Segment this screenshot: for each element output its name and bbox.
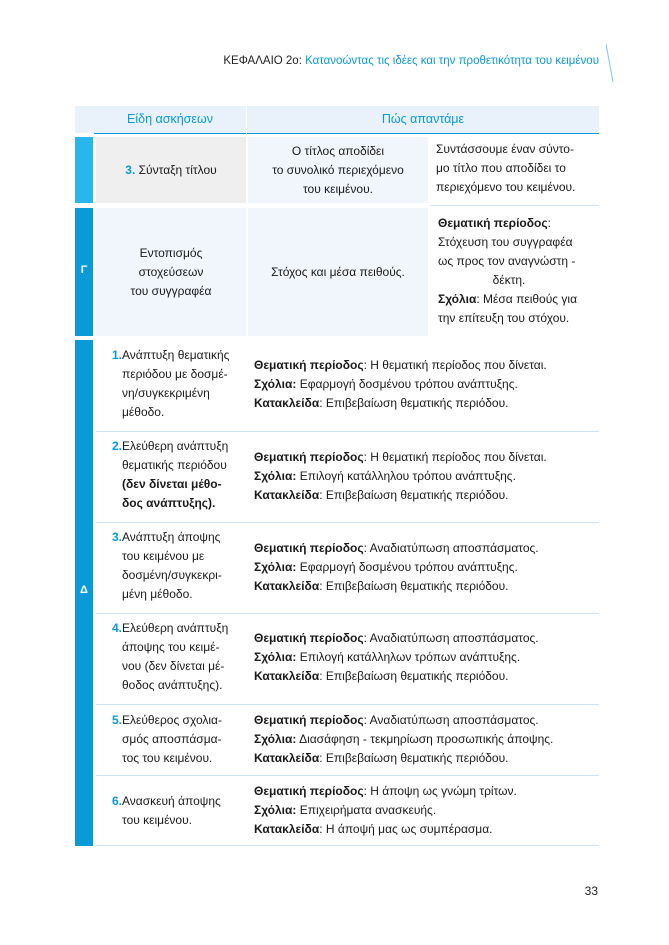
- d-row-type-line: Ανάπτυξη άποψης: [122, 530, 221, 544]
- d-row-type-line: μέθοδο.: [122, 405, 165, 419]
- answer-text: : Επιβεβαίωση θεματικής περιόδου.: [319, 396, 509, 410]
- d-row-number: 2.: [111, 439, 122, 453]
- label-conclusion: Κατακλείδα: [254, 751, 320, 765]
- label-topic: Θεματική περίοδος: [254, 713, 364, 727]
- row3-answer-cell: [436, 140, 600, 197]
- answer-text: Επιχειρήματα ανασκευής.: [296, 803, 437, 817]
- d-row-number: 1.: [111, 348, 122, 362]
- d-row-2-answer: [254, 448, 599, 505]
- section-sidebar-g: [75, 208, 93, 336]
- row3-answer-line: περιεχόμενο του κειμένου.: [436, 180, 576, 194]
- d-row-type-line: δοσμένη/συγκεκρι-: [122, 568, 222, 582]
- section-g-answer-line: Στόχευση του συγγραφέα: [438, 235, 573, 249]
- d-row-type-line: Ελεύθερη ανάπτυξη: [122, 439, 229, 453]
- row-divider: [96, 775, 599, 776]
- header-accent-decoration: [606, 44, 614, 82]
- section-g-label-comments: Σχόλια: [438, 292, 477, 306]
- row3-middle-line: το συνολικό περιεχόμενο: [272, 162, 404, 177]
- section-g-type-line: Εντοπισμός: [139, 245, 203, 260]
- row3-answer-line: μο τίτλο που αποδίδει το: [436, 161, 566, 175]
- section-letter-g: Γ: [80, 264, 88, 276]
- d-row-6-answer: [254, 782, 599, 839]
- column-header-types: Είδη ασκήσεων: [94, 106, 246, 134]
- row3-middle-line: του κειμένου.: [302, 181, 373, 196]
- row3-answer-line: Συντάσσουμε έναν σύντο-: [436, 142, 574, 156]
- section-g-answer-text: : Μέσα πειθούς για: [476, 292, 578, 306]
- label-comments: Σχόλια:: [254, 377, 297, 391]
- running-head: [223, 55, 599, 67]
- row3-type-cell: [96, 137, 246, 203]
- answer-text: Εφαρμογή δοσμένου τρόπου ανάπτυξης.: [296, 560, 518, 574]
- d-row-type-line: Ανάπτυξη θεματικής: [122, 348, 230, 362]
- row-divider: [96, 522, 599, 523]
- label-comments: Σχόλια:: [254, 469, 297, 483]
- label-topic: Θεματική περίοδος: [254, 358, 364, 372]
- table-header: [75, 106, 599, 133]
- row3-middle-cell: [248, 137, 428, 203]
- label-comments: Σχόλια:: [254, 560, 297, 574]
- d-row-type-line: Ελεύθερη ανάπτυξη: [122, 621, 229, 635]
- d-row-4-answer: [254, 629, 599, 686]
- label-comments: Σχόλια:: [254, 650, 297, 664]
- section-g-answer-line: δέκτη.: [492, 273, 526, 287]
- answer-text: : Αναδιατύπωση αποσπάσματος.: [363, 631, 539, 645]
- label-conclusion: Κατακλείδα: [254, 396, 320, 410]
- section-g-type-cell: [96, 208, 246, 336]
- page-number: 33: [584, 884, 598, 898]
- d-row-type-line: περιόδου με δοσμέ-: [122, 367, 228, 381]
- answer-text: : Η θεματική περίοδος που δίνεται.: [363, 450, 547, 464]
- d-row-type-line: θεματικής περιόδου: [122, 458, 227, 472]
- d-row-1-answer: [254, 356, 599, 413]
- section-g-answer-cell: [438, 214, 600, 328]
- d-row-type-line: άποψης του κειμέ-: [122, 640, 220, 654]
- label-comments: Σχόλια:: [254, 732, 297, 746]
- row3-type: Σύνταξη τίτλου: [138, 162, 217, 177]
- label-conclusion: Κατακλείδα: [254, 579, 320, 593]
- section-g-type-line: στοχεύσεων: [138, 264, 204, 279]
- row-divider: [96, 431, 599, 432]
- label-topic: Θεματική περίοδος: [254, 541, 364, 555]
- section-g-answer-line: ως προς τον αναγνώστη -: [438, 254, 576, 268]
- column-header-answer: Πώς απαντάμε: [247, 106, 599, 134]
- answer-text: : Η θεματική περίοδος που δίνεται.: [363, 358, 547, 372]
- d-row-number: 4.: [111, 621, 122, 635]
- label-topic: Θεματική περίοδος: [254, 631, 364, 645]
- answer-text: Επιλογή κατάλληλων τρόπων ανάπτυξης.: [296, 650, 521, 664]
- section-g-type-line: του συγγραφέα: [130, 283, 212, 298]
- row-divider: [96, 845, 599, 846]
- d-row-type-line: νη/συγκεκριμένη: [122, 386, 210, 400]
- label-topic: Θεματική περίοδος: [254, 784, 364, 798]
- row-divider: [96, 613, 599, 614]
- answer-text: Διασάφηση - τεκμηρίωση προσωπικής άποψης.: [296, 732, 554, 746]
- section-g-label-topic: Θεματική περίοδος: [438, 216, 548, 230]
- answer-text: : Επιβεβαίωση θεματικής περιόδου.: [319, 579, 509, 593]
- section-g-middle-cell: [248, 208, 428, 336]
- answer-text: : Η άποψη ως γνώμη τρίτων.: [363, 784, 517, 798]
- d-row-type-line: του κειμένου με: [122, 549, 205, 563]
- d-row-type-line: (δεν δίνεται μέθο-: [122, 477, 222, 491]
- d-row-type-line: μένη μέθοδο.: [122, 587, 193, 601]
- answer-text: : Η άποψή μας ως συμπέρασμα.: [319, 822, 493, 836]
- section-g-middle-text: Στόχος και μέσα πειθούς.: [271, 264, 405, 279]
- label-conclusion: Κατακλείδα: [254, 669, 320, 683]
- row3-number: 3.: [125, 162, 136, 177]
- answer-text: : Επιβεβαίωση θεματικής περιόδου.: [319, 669, 509, 683]
- section-g-answer-line: την επίτευξη του στόχου.: [438, 311, 570, 325]
- section-sidebar-b: [75, 137, 93, 203]
- d-row-type-line: Ανασκευή άποψης: [122, 794, 221, 808]
- section-g-colon: :: [547, 216, 551, 230]
- row-divider: [96, 704, 599, 705]
- answer-text: : Αναδιατύπωση αποσπάσματος.: [363, 713, 539, 727]
- d-row-number: 3.: [111, 530, 122, 544]
- row-divider: [430, 205, 599, 206]
- d-row-number: 6.: [111, 794, 122, 808]
- d-row-5-answer: [254, 711, 599, 768]
- d-row-3-answer: [254, 539, 599, 596]
- d-row-type-line: θοδος ανάπτυξης).: [122, 678, 223, 692]
- answer-text: : Επιβεβαίωση θεματικής περιόδου.: [319, 751, 509, 765]
- label-conclusion: Κατακλείδα: [254, 822, 320, 836]
- d-row-number: 5.: [111, 713, 122, 727]
- d-row-type-line: τος του κειμένου.: [122, 751, 213, 765]
- d-row-type-line: νου (δεν δίνεται μέ-: [122, 659, 225, 673]
- d-row-type-line: δος ανάπτυξης).: [122, 496, 216, 510]
- label-conclusion: Κατακλείδα: [254, 488, 320, 502]
- answer-text: Επιλογή κατάλληλου τρόπου ανάπτυξης.: [296, 469, 516, 483]
- chapter-subtitle: Κατανοώντας τις ιδέες και την προθετικότητα του κειμένου: [305, 55, 599, 67]
- d-row-type-line: σμός αποσπάσμα-: [122, 732, 222, 746]
- label-topic: Θεματική περίοδος: [254, 450, 364, 464]
- section-sidebar-d: [75, 340, 93, 846]
- answer-text: : Αναδιατύπωση αποσπάσματος.: [363, 541, 539, 555]
- answer-text: : Επιβεβαίωση θεματικής περιόδου.: [319, 488, 509, 502]
- section-letter-d: Δ: [80, 584, 88, 596]
- d-row-type-line: Ελεύθερος σχολια-: [122, 713, 222, 727]
- label-comments: Σχόλια:: [254, 803, 297, 817]
- row3-middle-line: Ο τίτλος αποδίδει: [291, 143, 385, 158]
- answer-text: Εφαρμογή δοσμένου τρόπου ανάπτυξης.: [296, 377, 518, 391]
- d-row-type-line: του κειμένου.: [122, 813, 192, 827]
- chapter-label: ΚΕΦΑΛΑΙΟ 2ο:: [223, 55, 302, 67]
